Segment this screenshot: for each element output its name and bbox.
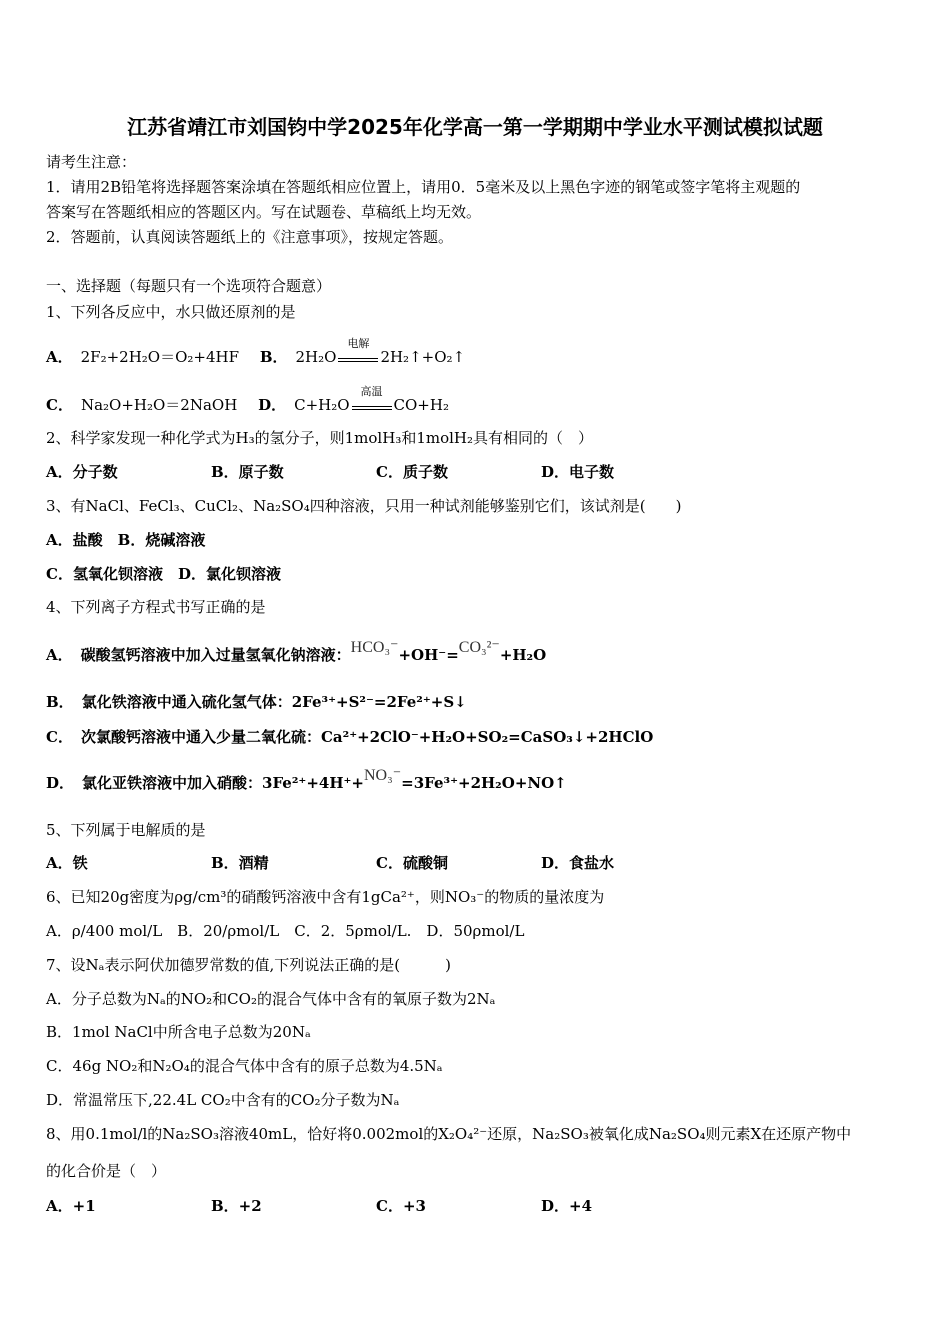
q4-c-label: C． [46,728,73,746]
q4-b-equation: 2Fe³⁺+S²⁻=2Fe²⁺+S↓ [291,693,467,711]
notice-item-2: 2．答题前，认真阅读答题纸上的《注意事项》，按规定答题。 [46,228,454,246]
q1-b-equals-bar [338,358,378,362]
q4-a-end: +H₂O [499,646,547,664]
q4-a-ion-hco3: HCO₃⁻ [350,639,399,656]
q7-option-c: C．46g NO₂和N₂O₄的混合气体中含有的原子总数为4.5Nₐ [46,1057,443,1075]
q5-option-d: D．食盐水 [541,854,615,872]
q4-d-pre: 3Fe²⁺+4H⁺+ [262,774,364,792]
q1-options-ab [46,337,466,367]
q3-options-cd: C．氢氧化钡溶液 D．氯化钡溶液 [46,565,281,583]
q8-stem-line-1: 8、用0.1mol/l的Na₂SO₃溶液40mL，恰好将0.002mol的X₂O₄²⁻还原，Na₂SO₃被氧化成Na₂SO₄则元素X在还原产物中 [46,1125,852,1143]
section-heading: 一、选择题（每题只有一个选项符合题意） [46,277,332,295]
q2-option-c: C．质子数 [376,463,448,481]
q3-stem: 3、有NaCl、FeCl₃、CuCl₂、Na₂SO₄四种溶液，只用一种试剂能够鉴别它们，该试剂是( ) [46,497,682,515]
q1-a-label: A． [46,348,73,366]
q4-d-text: 氯化亚铁溶液中加入硝酸： [82,774,263,792]
q4-option-c [46,727,653,747]
q4-option-b [46,692,467,712]
notice-item-1a: 1．请用2B铅笔将选择题答案涂填在答题纸相应位置上，请用0．5毫米及以上黑色字迹的钢笔或签字笔将主观题的 [46,178,801,196]
q2-option-a: A．分子数 [46,463,118,481]
q4-a-mid: +OH⁻= [398,646,459,664]
q3-options-ab: A．盐酸 B．烧碱溶液 [46,531,206,549]
q4-a-ion-co3: CO₃²⁻ [458,639,500,656]
q2-options [46,462,614,482]
q1-c-label: C． [46,396,73,414]
q8-option-a: A．+1 [46,1197,96,1215]
q4-stem: 4、下列离子方程式书写正确的是 [46,598,266,616]
q1-a-text: 2F₂+2H₂O＝O₂+4HF [80,348,240,366]
q7-option-b: B．1mol NaCl中所含电子总数为20Nₐ [46,1023,311,1041]
q8-options [46,1196,592,1216]
q1-c-text: Na₂O+H₂O＝2NaOH [80,396,238,414]
q4-option-d [46,767,567,794]
q2-option-d: D．电子数 [541,463,615,481]
q4-d-ion-no3: NO₃⁻ [364,767,402,784]
q1-d-condition [352,385,392,410]
q8-option-d: D．+4 [541,1197,593,1215]
q1-b-cond-text: 电解 [347,337,370,350]
q6-options: A．ρ/400 mol/L B．20/ρmol/L C．2．5ρmol/L. D．50ρmol/L [46,922,525,940]
q5-stem: 5、下列属于电解质的是 [46,821,206,839]
q5-option-c: C．硫酸铜 [376,854,448,872]
q1-b-post: 2H₂↑+O₂↑ [380,348,466,366]
q7-option-d: D．常温常压下,22.4L CO₂中含有的CO₂分子数为Nₐ [46,1091,400,1109]
q2-option-b: B．原子数 [211,463,284,481]
q5-option-a: A．铁 [46,854,88,872]
q1-d-equals-bar [352,406,392,410]
q4-a-label: A． [46,646,73,664]
page-title: 江苏省靖江市刘国钧中学2025年化学高一第一学期期中学业水平测试模拟试题 [127,115,823,139]
q4-d-label: D． [46,774,75,792]
q1-d-label: D． [258,396,287,414]
q1-b-pre: 2H₂O [295,348,337,366]
q7-option-a: A．分子总数为Nₐ的NO₂和CO₂的混合气体中含有的氧原子数为2Nₐ [46,990,496,1008]
q1-options-cd [46,385,449,415]
notice-heading: 请考生注意： [46,153,137,171]
q4-c-equation: Ca²⁺+2ClO⁻+H₂O+SO₂=CaSO₃↓+2HClO [320,728,654,746]
q4-a-text: 碳酸氢钙溶液中加入过量氢氧化钠溶液： [80,646,351,664]
q4-c-text: 次氯酸钙溶液中通入少量二氧化硫： [80,728,321,746]
q1-stem: 1、下列各反应中，水只做还原剂的是 [46,303,296,321]
q1-d-pre: C+H₂O [294,396,350,414]
q4-b-label: B． [46,693,74,711]
q8-stem-line-2: 的化合价是（ ） [46,1162,167,1180]
q5-option-b: B．酒精 [211,854,269,872]
q4-d-post: =3Fe³⁺+2H₂O+NO↑ [401,774,567,792]
q4-option-a [46,639,547,666]
q8-option-c: C．+3 [376,1197,426,1215]
q1-d-cond-text: 高温 [360,385,383,398]
q4-b-text: 氯化铁溶液中通入硫化氢气体： [81,693,292,711]
notice-item-1b: 答案写在答题纸相应的答题区内。写在试题卷、草稿纸上均无效。 [46,203,482,221]
q6-stem: 6、已知20g密度为ρg/cm³的硝酸钙溶液中含有1gCa²⁺，则NO₃⁻的物质的量浓度为 [46,888,605,906]
q1-b-condition [338,337,378,362]
q1-b-label: B． [259,348,288,366]
q7-stem: 7、设Nₐ表示阿伏加德罗常数的值,下列说法正确的是( ) [46,956,451,974]
q1-d-post: CO+H₂ [393,396,449,414]
q5-options [46,853,614,873]
q2-stem: 2、科学家发现一种化学式为H₃的氢分子，则1molH₃和1molH₂具有相同的（ ） [46,429,594,447]
q8-option-b: B．+2 [211,1197,262,1215]
